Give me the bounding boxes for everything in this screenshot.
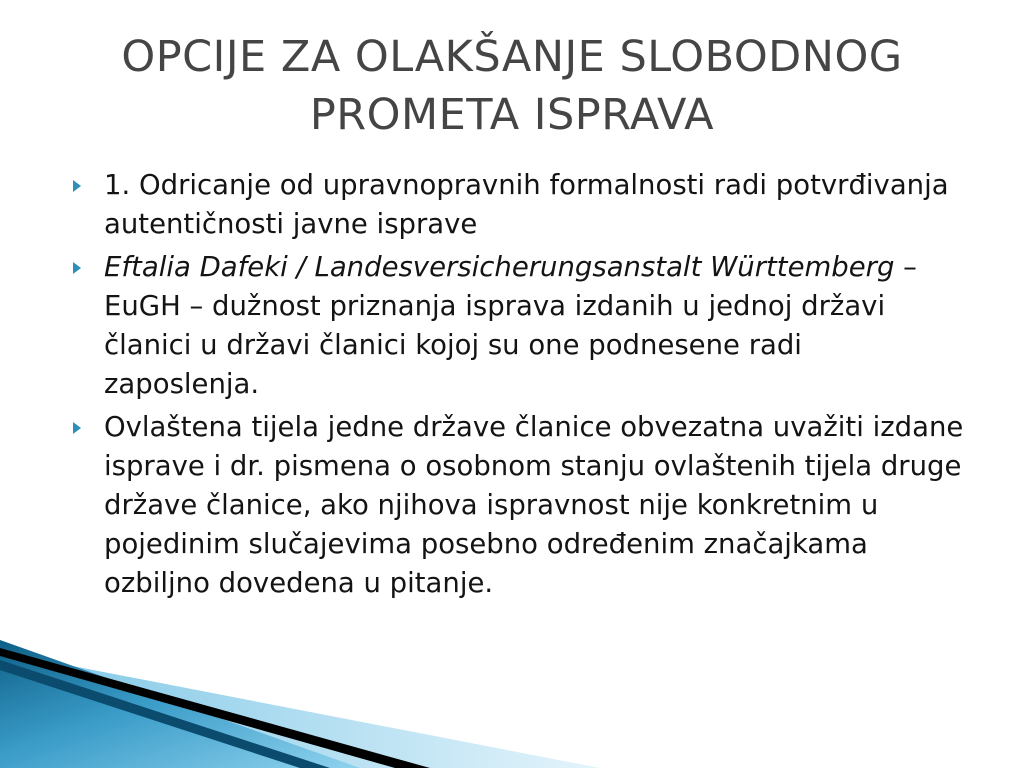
slide-title-line-1: OPCIJE ZA OLAKŠANJE SLOBODNOG [121, 32, 903, 82]
bullet-2-case-name: Eftalia Dafeki / Landesversicherungsanstalt Württemberg [104, 251, 895, 283]
decorative-wave [0, 640, 1024, 768]
bullet-list [0, 166, 1024, 607]
bullet-2-text: – EuGH – dužnost priznanja isprava izdanih u jednoj državi članici u državi članici kojoj su one podnesene radi zaposlenja. [104, 251, 917, 400]
bullet-item-3 [0, 408, 1024, 603]
triangle-right-icon [73, 180, 81, 192]
slide-title-line-2: PROMETA ISPRAVA [309, 90, 715, 140]
triangle-right-icon [73, 262, 81, 274]
triangle-right-icon [73, 422, 81, 434]
slide-title [40, 28, 984, 144]
bullet-1-text: 1. Odricanje od upravnopravnih formalnosti radi potvrđivanja autentičnosti javne isprave [104, 169, 949, 240]
bullet-item-2 [0, 248, 1024, 404]
bullet-3-text: Ovlaštena tijela jedne države članice obvezatna uvažiti izdane isprave i dr. pismena o osobnom stanju ovlaštenih tijela druge države članice, ako njihova ispravnost nije konkretnim u pojedinim slučajevima posebno određenim značajkama ozbiljno dovedena u pitanje. [104, 411, 964, 599]
bullet-item-1 [0, 166, 1024, 244]
